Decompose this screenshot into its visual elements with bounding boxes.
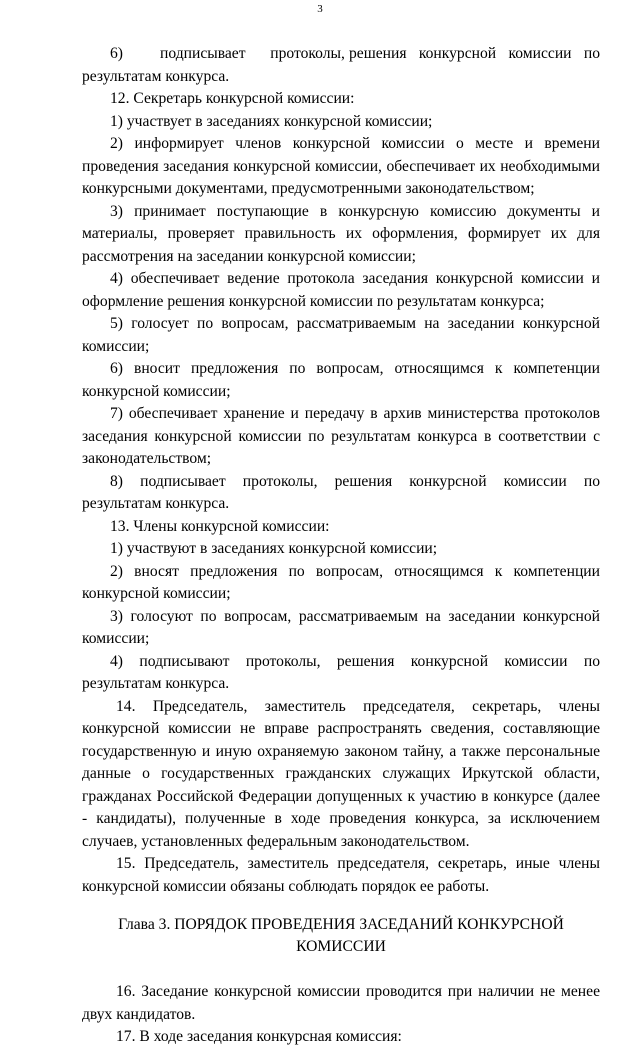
paragraph: 3) принимает поступающие в конкурсную комиссию документы и материалы, проверяет правильность их оформления, формирует их для рассмотрения на заседании конкурсной комиссии; <box>82 202 600 265</box>
paragraph: 3) голосуют по вопросам, рассматриваемым на заседании конкурсной комиссии; <box>82 607 600 647</box>
paragraph: 4) подписывают протоколы, решения конкурсной комиссии по результатам конкурса. <box>82 652 600 692</box>
paragraph: 14. Председатель, заместитель председателя, секретарь, члены конкурсной комиссии не вправе распространять сведения, составляющие государственную и иную охраняемую законом тайну, а также персональные данные о государственных гражданских служащих Иркутской области, гражданах Российской Федерации допущенных к участию в конкурсе (далее - кандидаты), полученные в ходе проведения конкурса, за исключением случаев, установленных федеральным законодательством. <box>82 697 600 850</box>
paragraph: 17. В ходе заседания конкурсная комиссия: <box>116 1028 402 1045</box>
paragraph: 15. Председатель, заместитель председателя, секретарь, иные члены конкурсной комиссии обязаны соблюдать порядок ее работы. <box>82 855 600 895</box>
paragraph: 7) обеспечивает хранение и передачу в архив министерства протоколов заседания конкурсной комиссии по результатам конкурса в соответствии с законодательством; <box>82 405 600 467</box>
document-body <box>82 43 600 1049</box>
paragraph: 2) информирует членов конкурсной комиссии о месте и времени проведения заседания конкурсной комиссии, обеспечивает их необходимыми конкурсными документами, предусмотренными законодательством; <box>82 135 600 197</box>
page-number: 3 <box>317 3 323 15</box>
paragraph: 5) голосует по вопросам, рассматриваемым на заседании конкурсной комиссии; <box>82 315 600 355</box>
paragraph: 1) участвуют в заседаниях конкурсной комиссии; <box>110 540 438 557</box>
paragraph: 4) обеспечивает ведение протокола заседания конкурсной комиссии и оформление решения конкурсной комиссии по результатам конкурса; <box>82 270 600 310</box>
paragraph: 6) вносит предложения по вопросам, относящимся к компетенции конкурсной комиссии; <box>82 360 600 400</box>
paragraph: 16. Заседание конкурсной комиссии проводится при наличии не менее двух кандидатов. <box>82 983 600 1023</box>
paragraph: 2) вносят предложения по вопросам, относящимся к компетенции конкурсной комиссии; <box>82 562 600 602</box>
paragraph: 6) подписывает протоколы, решения конкурсной комиссии по результатам конкурса. <box>82 45 600 85</box>
paragraph: 13. Члены конкурсной комиссии: <box>110 517 330 535</box>
paragraph: 1) участвует в заседаниях конкурсной комиссии; <box>110 112 433 130</box>
chapter-heading: Глава 3. ПОРЯДОК ПРОВЕДЕНИЯ ЗАСЕДАНИЙ КОНКУРСНОЙ КОМИССИИ <box>118 916 564 955</box>
paragraph: 12. Секретарь конкурсной комиссии: <box>110 90 355 107</box>
paragraph: 8) подписывает протоколы, решения конкурсной комиссии по результатам конкурса. <box>82 472 600 512</box>
